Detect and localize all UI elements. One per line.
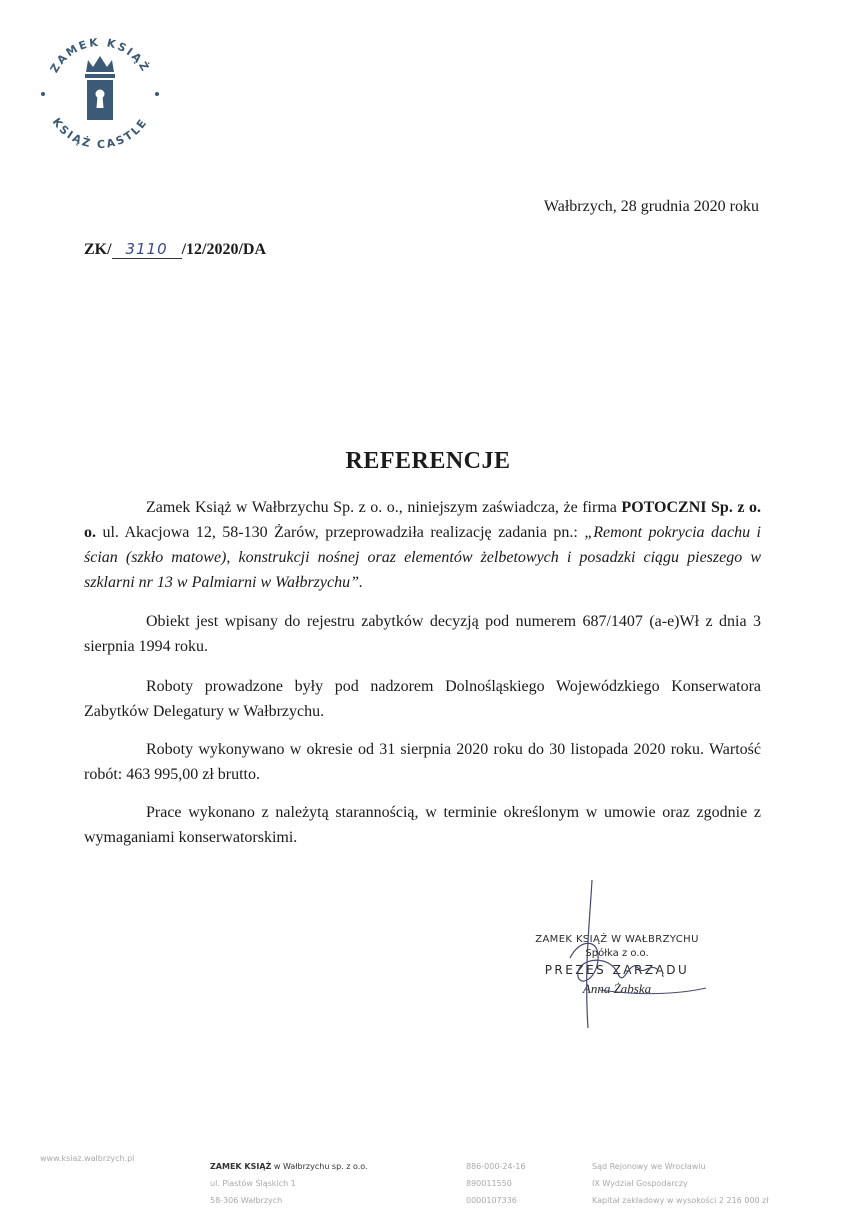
logo-text-bottom: KSIĄŻ CASTLE	[49, 115, 151, 152]
ref-prefix: ZK/	[84, 241, 112, 258]
footer-city: 58-306 Wałbrzych	[210, 1196, 283, 1205]
handwritten-signature	[540, 878, 720, 1038]
paragraph-4	[84, 737, 761, 787]
footer-court	[592, 1158, 769, 1209]
firm-name: POTOCZNI Sp. z o. o.	[84, 499, 762, 541]
svg-text:KSIĄŻ CASTLE	[50, 115, 151, 151]
footer-company-rest: w Wałbrzychu sp. z o.o.	[271, 1162, 368, 1171]
p1-address: ul. Akacjowa 12, 58-130 Żarów, przeprowadziła realizację zadania pn.:	[102, 524, 578, 541]
document-title: REFERENCJE	[345, 448, 511, 474]
logo-dot-right	[155, 92, 159, 96]
footer-court-1: Sąd Rejonowy we Wrocławiu	[592, 1162, 706, 1171]
logo-dot-left	[41, 92, 45, 96]
reference-number	[84, 240, 266, 259]
ref-suffix: /12/2020/DA	[181, 241, 267, 258]
footer-street: ul. Piastów Śląskich 1	[210, 1179, 296, 1188]
paragraph-1	[84, 495, 761, 595]
stamp-signatory: Anna Żabska	[582, 981, 652, 996]
paragraph-3	[84, 674, 761, 724]
footer-court-2: IX Wydział Gospodarczy	[592, 1179, 688, 1188]
p1-intro: Zamek Książ w Wałbrzychu Sp. z o. o., niniejszym zaświadcza, że firma	[146, 499, 617, 516]
ref-handwritten-number: 3110	[112, 240, 182, 259]
p4-text: Roboty wykonywano w okresie od 31 sierpnia 2020 roku do 30 listopada 2020 roku. Wartość robót: 463 995,00 zł brutto.	[84, 741, 761, 783]
footer-company-bold: ZAMEK KSIĄŻ	[210, 1162, 272, 1171]
footer-website: www.ksiaz.walbrzych.pl	[40, 1154, 135, 1163]
stamp-position: PREZES ZARZĄDU	[544, 963, 690, 977]
p3-text: Roboty prowadzone były pod nadzorem Dolnośląskiego Wojewódzkiego Konserwatora Zabytków Delegatury w Wałbrzychu.	[84, 678, 761, 720]
footer-nip: 886-000-24-16	[466, 1162, 526, 1171]
footer-capital: Kapitał zakładowy w wysokości 2 216 000 zł	[592, 1196, 769, 1205]
paragraph-5	[84, 800, 761, 850]
place-and-date: Wałbrzych, 28 grudnia 2020 roku	[543, 198, 759, 215]
logo-text-top: ZAMEK KSIĄŻ	[47, 35, 153, 76]
paragraph-2	[84, 609, 761, 659]
footer-krs: 0000107336	[466, 1196, 517, 1205]
footer-address	[210, 1158, 368, 1209]
castle-tower-crown-icon	[85, 56, 115, 120]
footer-registry	[466, 1158, 526, 1209]
stamp-company-type: Spółka z o.o.	[585, 948, 649, 959]
p5-text: Prace wykonano z należytą starannością, w terminie określonym w umowie oraz zgodnie z wymaganiami konserwatorskimi.	[84, 804, 761, 846]
p2-text: Obiekt jest wpisany do rejestru zabytków decyzją pod numerem 687/1407 (a-e)Wł z dnia 3 sierpnia 1994 roku.	[84, 613, 761, 655]
footer-regon: 890011550	[466, 1179, 512, 1188]
stamp-company: ZAMEK KSIĄŻ W WAŁBRZYCHU	[535, 934, 699, 945]
castle-logo	[30, 22, 170, 162]
task-name: „Remont pokrycia dachu i ścian (szkło matowe), konstrukcji nośnej oraz elementów żelbetowych i posadzki ciągu pieszego w szklarni nr 13 w Palmiarni w Wałbrzychu”.	[84, 524, 762, 591]
